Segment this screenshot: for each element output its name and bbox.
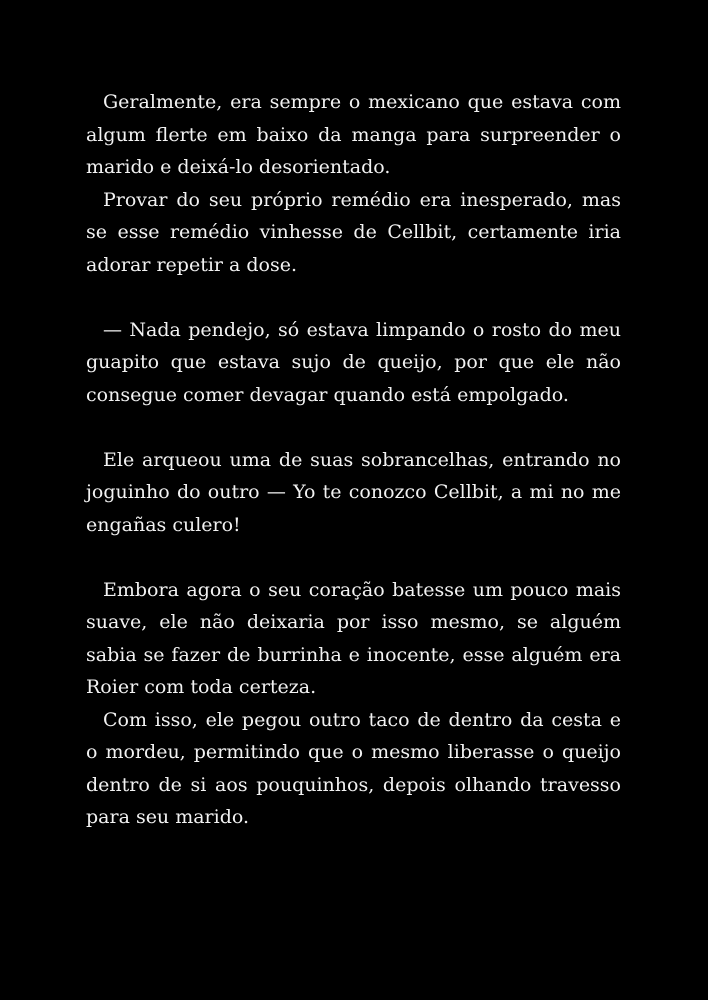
paragraph: Geralmente, era sempre o mexicano que estava com algum flerte em baixo da manga para surpreender o marido e deixá-lo desorientado.: [86, 91, 621, 178]
paragraph: — Nada pendejo, só estava limpando o rosto do meu guapito que estava sujo de queijo, por que ele não consegue comer devagar quando está empolgado.: [86, 318, 621, 406]
paragraph: Provar do seu próprio remédio era inesperado, mas se esse remédio vinhesse de Cellbit, certamente iria adorar repetir a dose.: [86, 188, 621, 276]
paragraph: Embora agora o seu coração batesse um pouco mais suave, ele não deixaria por isso mesmo, se alguém sabia se fazer de burrinha e inocente, esse alguém era Roier com toda certeza.: [86, 578, 621, 698]
paragraph: Ele arqueou uma de suas sobrancelhas, entrando no joguinho do outro — Yo te conozco Cellbit, a mi no me engañas culero!: [86, 448, 621, 536]
page-text: [86, 86, 621, 834]
paragraph: Com isso, ele pegou outro taco de dentro da cesta e o mordeu, permitindo que o mesmo liberasse o queijo dentro de si aos pouquinhos, depois olhando travesso para seu marido.: [86, 708, 621, 828]
